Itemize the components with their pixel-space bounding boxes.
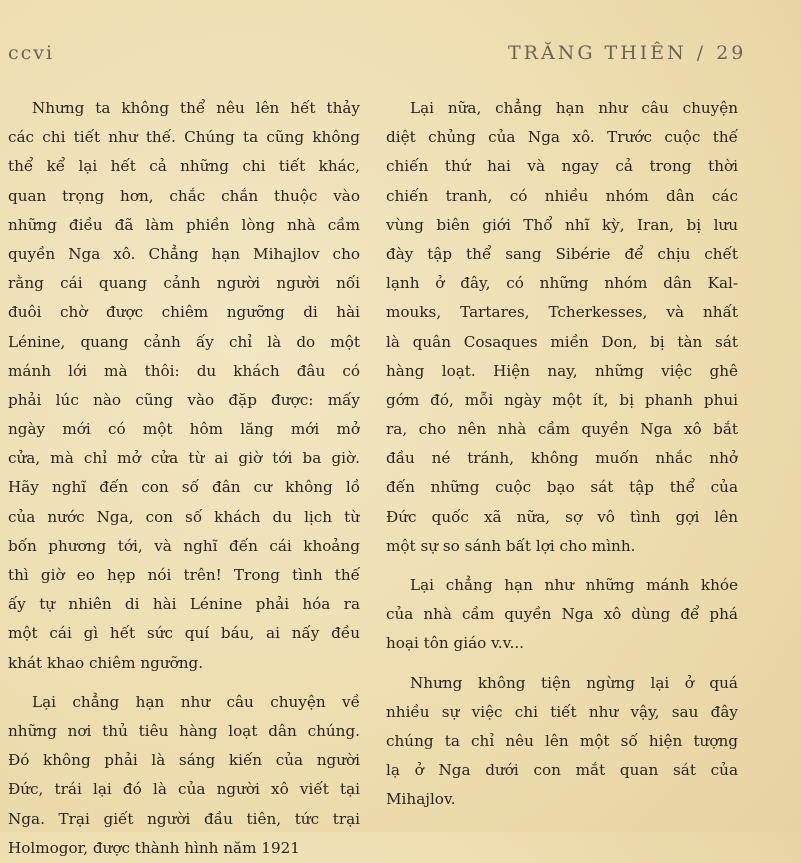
right-column [386, 94, 738, 815]
text-line: chúng ta chỉ nêu lên một số hiện tượng [386, 731, 738, 750]
paragraph [8, 94, 360, 678]
text-line: Holmogor, được thành hình năm 1921 [8, 838, 300, 857]
text-line: một cái gì hết sức quí báu, ai nấy đều [8, 624, 360, 643]
paragraph-gap [8, 678, 360, 688]
text-line: mánh lới mà thôi: du khách đâu có [8, 361, 360, 380]
page-number: 29 [716, 42, 747, 64]
text-line: mouks, Tartares, Tcherkesses, và nhất [386, 303, 738, 322]
text-line: khát khao chiêm ngưỡng. [8, 653, 204, 672]
text-line: thì giờ eo hẹp nói trên! Trong tình thế [8, 566, 360, 584]
text-line: Đó không phải là sáng kiến của người [8, 751, 360, 770]
text-line: lạ ở Nga dưới con mắt quan sát của [386, 761, 738, 780]
header-separator: / [696, 42, 707, 64]
text-line: rằng cái quang cảnh người người nối [8, 274, 360, 293]
paragraph-gap [386, 659, 738, 669]
text-line: đầu né tránh, không muốn nhắc nhở [386, 449, 738, 468]
text-line: quan trọng hơn, chắc chắn thuộc vào [8, 186, 360, 205]
text-line: nhiều sự việc chi tiết như vậy, sau đây [386, 702, 738, 721]
text-line: phải lúc nào cũng vào đặp được: mấy [8, 390, 360, 409]
text-line: đuôi chờ được chiêm ngưỡng di hài [8, 303, 360, 322]
text-line: thể kể lại hết cả những chi tiết khác, [8, 157, 360, 176]
text-line: Nhưng không tiện ngừng lại ở quá [410, 673, 738, 692]
text-line: Mihajlov. [386, 790, 456, 809]
text-line: của nhà cầm quyền Nga xô dùng để phá [386, 605, 738, 624]
text-line: Lại chẳng hạn như câu chuyện về [32, 692, 360, 711]
text-line: Nhưng ta không thể nêu lên hết thảy [32, 99, 360, 117]
paragraph [386, 571, 738, 659]
paragraph-gap [386, 561, 738, 571]
text-line: Nga. Trại giết người đầu tiên, tức trại [8, 809, 360, 828]
text-line: một sự so sánh bất lợi cho mình. [386, 536, 636, 555]
running-header-title: TRĂNG THIÊN [508, 42, 687, 64]
text-line: các chi tiết như thế. Chúng ta cũng không [8, 128, 360, 147]
text-line: Lại nữa, chẳng hạn như câu chuyện [410, 99, 738, 117]
text-line: cửa, mà chỉ mở cửa từ ai giờ tới ba giờ. [8, 449, 360, 468]
text-line: hàng loạt. Hiện nay, những việc ghê [386, 361, 738, 380]
running-header-left: ccvi [8, 42, 55, 64]
paragraph [386, 669, 738, 815]
text-line: những điều đã làm phiền lòng nhà cầm [8, 215, 360, 234]
text-line: chiến tranh, có nhiều nhóm dân các [386, 186, 738, 205]
text-line: hoại tôn giáo v.v... [386, 634, 524, 653]
left-column [8, 94, 360, 863]
text-line: chiến thứ hai và ngay cả trong thời [386, 157, 738, 176]
text-line: ngày mới có một hôm lăng mới mở [8, 420, 360, 439]
text-line: đến những cuộc bạo sát tập thể của [386, 478, 738, 497]
text-line: lạnh ở đây, có những nhóm dân Kal- [386, 274, 738, 293]
text-line: là quân Cosaques miền Don, bị tàn sát [386, 332, 738, 351]
text-line: vùng biên giới Thổ nhĩ kỳ, Iran, bị lưu [386, 215, 738, 234]
running-header-right [508, 42, 746, 64]
text-line: Đức quốc xã nữa, sợ vô tình gợi lên [386, 507, 738, 526]
text-line: đày tập thể sang Sibérie để chịu chết [386, 244, 738, 263]
text-line: những nơi thủ tiêu hàng loạt dân chúng. [8, 721, 360, 740]
text-line: Lại chẳng hạn như những mánh khóe [410, 576, 738, 594]
text-line: quyền Nga xô. Chẳng hạn Mihajlov cho [8, 244, 360, 263]
text-line: ấy tự nhiên di hài Lénine phải hóa ra [8, 595, 360, 614]
text-line: bốn phương tới, và nghĩ đến cái khoảng [8, 536, 360, 555]
paragraph [8, 688, 360, 863]
paragraph [386, 94, 738, 561]
text-line: Đức, trái lại đó là của người xô viết tại [8, 780, 360, 799]
text-line: ra, cho nên nhà cầm quyền Nga xô bắt [386, 420, 738, 439]
text-line: của nước Nga, con số khách du lịch từ [8, 507, 360, 526]
text-line: Lénine, quang cảnh ấy chỉ là do một [8, 332, 360, 351]
text-line: diệt chủng của Nga xô. Trước cuộc thế [386, 128, 738, 147]
text-line: gớm đó, mỗi ngày một ít, bị phanh phui [386, 390, 738, 409]
text-line: Hãy nghĩ đến con số đân cư không lồ [8, 478, 360, 497]
